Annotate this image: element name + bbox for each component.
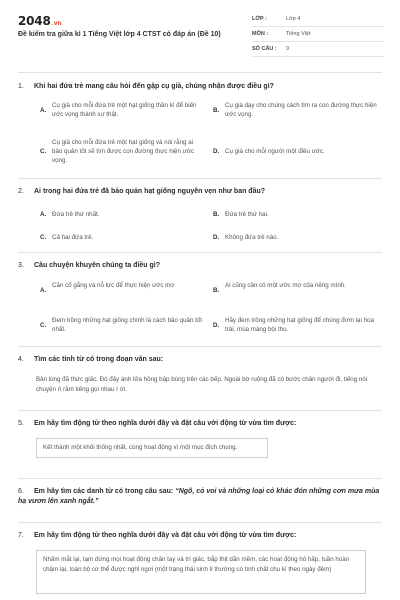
- divider: [18, 346, 382, 347]
- option-text: Cụ già cho mỗi đứa trẻ một hạt giống thần kì để biến ước vọng thành sự thật.: [52, 102, 197, 118]
- meta-value: Tiếng Việt: [286, 31, 311, 37]
- meta-row-count: [252, 42, 384, 57]
- option-letter: C.: [40, 322, 47, 329]
- question-quote: “Ngõ, cỏ voi và những loại cỏ khác đón những cơn mưa mùa hạ vươn lên xanh ngắt.”: [18, 488, 380, 505]
- option-text: Ai cũng cần có một ước mơ của riêng mình.: [225, 282, 346, 289]
- option-a[interactable]: [40, 281, 205, 294]
- option-letter: C.: [40, 234, 47, 241]
- question-number: 1.: [18, 83, 24, 90]
- divider: [18, 72, 382, 73]
- question-number: 4.: [18, 356, 24, 363]
- divider: [18, 252, 382, 253]
- question-3-title: [18, 261, 384, 271]
- question-6-title: [18, 487, 384, 507]
- option-letter: A.: [40, 211, 47, 218]
- meta-value: Lớp 4: [286, 16, 301, 22]
- option-letter: A.: [40, 107, 47, 114]
- option-a[interactable]: [40, 101, 205, 119]
- question-text: Khi hai đứa trẻ mang câu hỏi đến gặp cụ già, chúng nhận được điều gì?: [34, 83, 274, 90]
- meta-table: [252, 12, 384, 57]
- site-logo[interactable]: [18, 14, 61, 28]
- option-letter: D.: [213, 148, 220, 155]
- option-a[interactable]: [40, 210, 205, 219]
- question-5-title: [18, 419, 384, 429]
- question-number: 3.: [18, 262, 24, 269]
- question-text: Tìm các tính từ có trong đoạn văn sau:: [34, 356, 164, 363]
- divider: [18, 410, 382, 411]
- option-text: Đem trồng những hạt giống chính là cách bảo quản tốt nhất.: [52, 317, 202, 333]
- option-c[interactable]: [40, 316, 205, 334]
- question-7-title: [18, 531, 384, 541]
- option-text: Cụ già cho mỗi đứa trẻ một hạt giống và nói rằng ai bảo quản tốt sẽ tìm được con đường thực hiện ước vọng.: [52, 139, 194, 164]
- divider: [18, 522, 382, 523]
- option-text: Cụ già dạy cho chúng cách tìm ra con đường thực hiện ước vọng.: [225, 102, 377, 118]
- option-letter: A.: [40, 287, 47, 294]
- question-text: Em hãy tìm động từ theo nghĩa dưới đây và đặt câu với động từ vừa tìm được:: [34, 532, 297, 539]
- option-d[interactable]: [213, 147, 378, 156]
- option-letter: B.: [213, 287, 220, 294]
- option-text: Cần cố gắng và nỗ lực để thực hiện ước mơ: [52, 282, 175, 289]
- meta-label: SỐ CÂU :: [252, 46, 277, 52]
- question-5-definition-box: Kết thành một khối thống nhất, cùng hoạt động vì một mục đích chung.: [36, 438, 268, 458]
- meta-value: 9: [286, 46, 290, 52]
- option-text: Đứa trẻ thứ hai.: [225, 211, 269, 218]
- meta-label: LỚP :: [252, 16, 267, 22]
- question-4-title: [18, 355, 384, 365]
- option-b[interactable]: [213, 210, 378, 219]
- option-text: Đứa trẻ thứ nhất.: [52, 211, 100, 218]
- question-1-title: [18, 82, 384, 92]
- option-text: Cả hai đứa trẻ.: [52, 234, 94, 241]
- option-b[interactable]: [213, 281, 378, 294]
- question-number: 6.: [18, 488, 24, 495]
- meta-row-class: [252, 12, 384, 27]
- divider: [18, 478, 382, 479]
- option-d[interactable]: [213, 316, 378, 334]
- meta-row-subject: [252, 27, 384, 42]
- option-letter: C.: [40, 148, 47, 155]
- divider: [18, 178, 382, 179]
- question-4-passage: Bản lùng đã thức giấc. Đó đây ánh lửa hồng bập bùng trên các bếp. Ngoài bờ ruộng đã có bước chân người đi, tiếng nói chuyện rì rầm tiếng gọi nhau í ới.: [36, 376, 368, 393]
- option-letter: D.: [213, 322, 220, 329]
- option-letter: D.: [213, 234, 220, 241]
- question-number: 7.: [18, 532, 24, 539]
- document-title: Đề kiểm tra giữa kì 1 Tiếng Việt lớp 4 CTST có đáp án (Đề 10): [18, 31, 221, 38]
- option-text: Không đứa trẻ nào.: [225, 234, 279, 241]
- question-text: Em hãy tìm động từ theo nghĩa dưới đây và đặt câu với động từ vừa tìm được:: [34, 420, 297, 427]
- option-d[interactable]: [213, 233, 378, 242]
- question-text: Em hãy tìm các danh từ có trong câu sau:: [34, 488, 174, 495]
- option-b[interactable]: [213, 101, 378, 119]
- option-text: Hãy đem trồng những hạt giống để chúng đơm lại hoa trái, mùa màng bội thu.: [225, 317, 374, 333]
- question-number: 2.: [18, 188, 24, 195]
- page-header: [18, 12, 384, 66]
- logo-suffix: .vn: [51, 20, 62, 27]
- question-7-definition-box: Nhấm mắt lại, tạm dừng mọi hoạt động chân tay và trí giác, bắp thịt dãn mềm, các hoạt động hô hấp, tuần hoàn chậm lại, toàn bộ cơ thể được nghỉ ngơi (một trạng thái sinh lí thường có tính chất chu kì theo ngày đêm): [36, 550, 366, 594]
- option-c[interactable]: [40, 233, 205, 242]
- logo-text: 2048: [18, 14, 51, 28]
- question-2-title: [18, 187, 384, 197]
- option-letter: B.: [213, 211, 220, 218]
- question-text: Câu chuyện khuyên chúng ta điều gì?: [34, 262, 161, 269]
- option-text: Cụ già cho mỗi người một điều ước.: [225, 148, 325, 155]
- option-c[interactable]: [40, 138, 205, 165]
- option-letter: B.: [213, 107, 220, 114]
- meta-label: MÔN :: [252, 31, 269, 37]
- question-number: 5.: [18, 420, 24, 427]
- question-text: Ai trong hai đứa trẻ đã bảo quản hạt giống nguyên vẹn như ban đầu?: [34, 188, 266, 195]
